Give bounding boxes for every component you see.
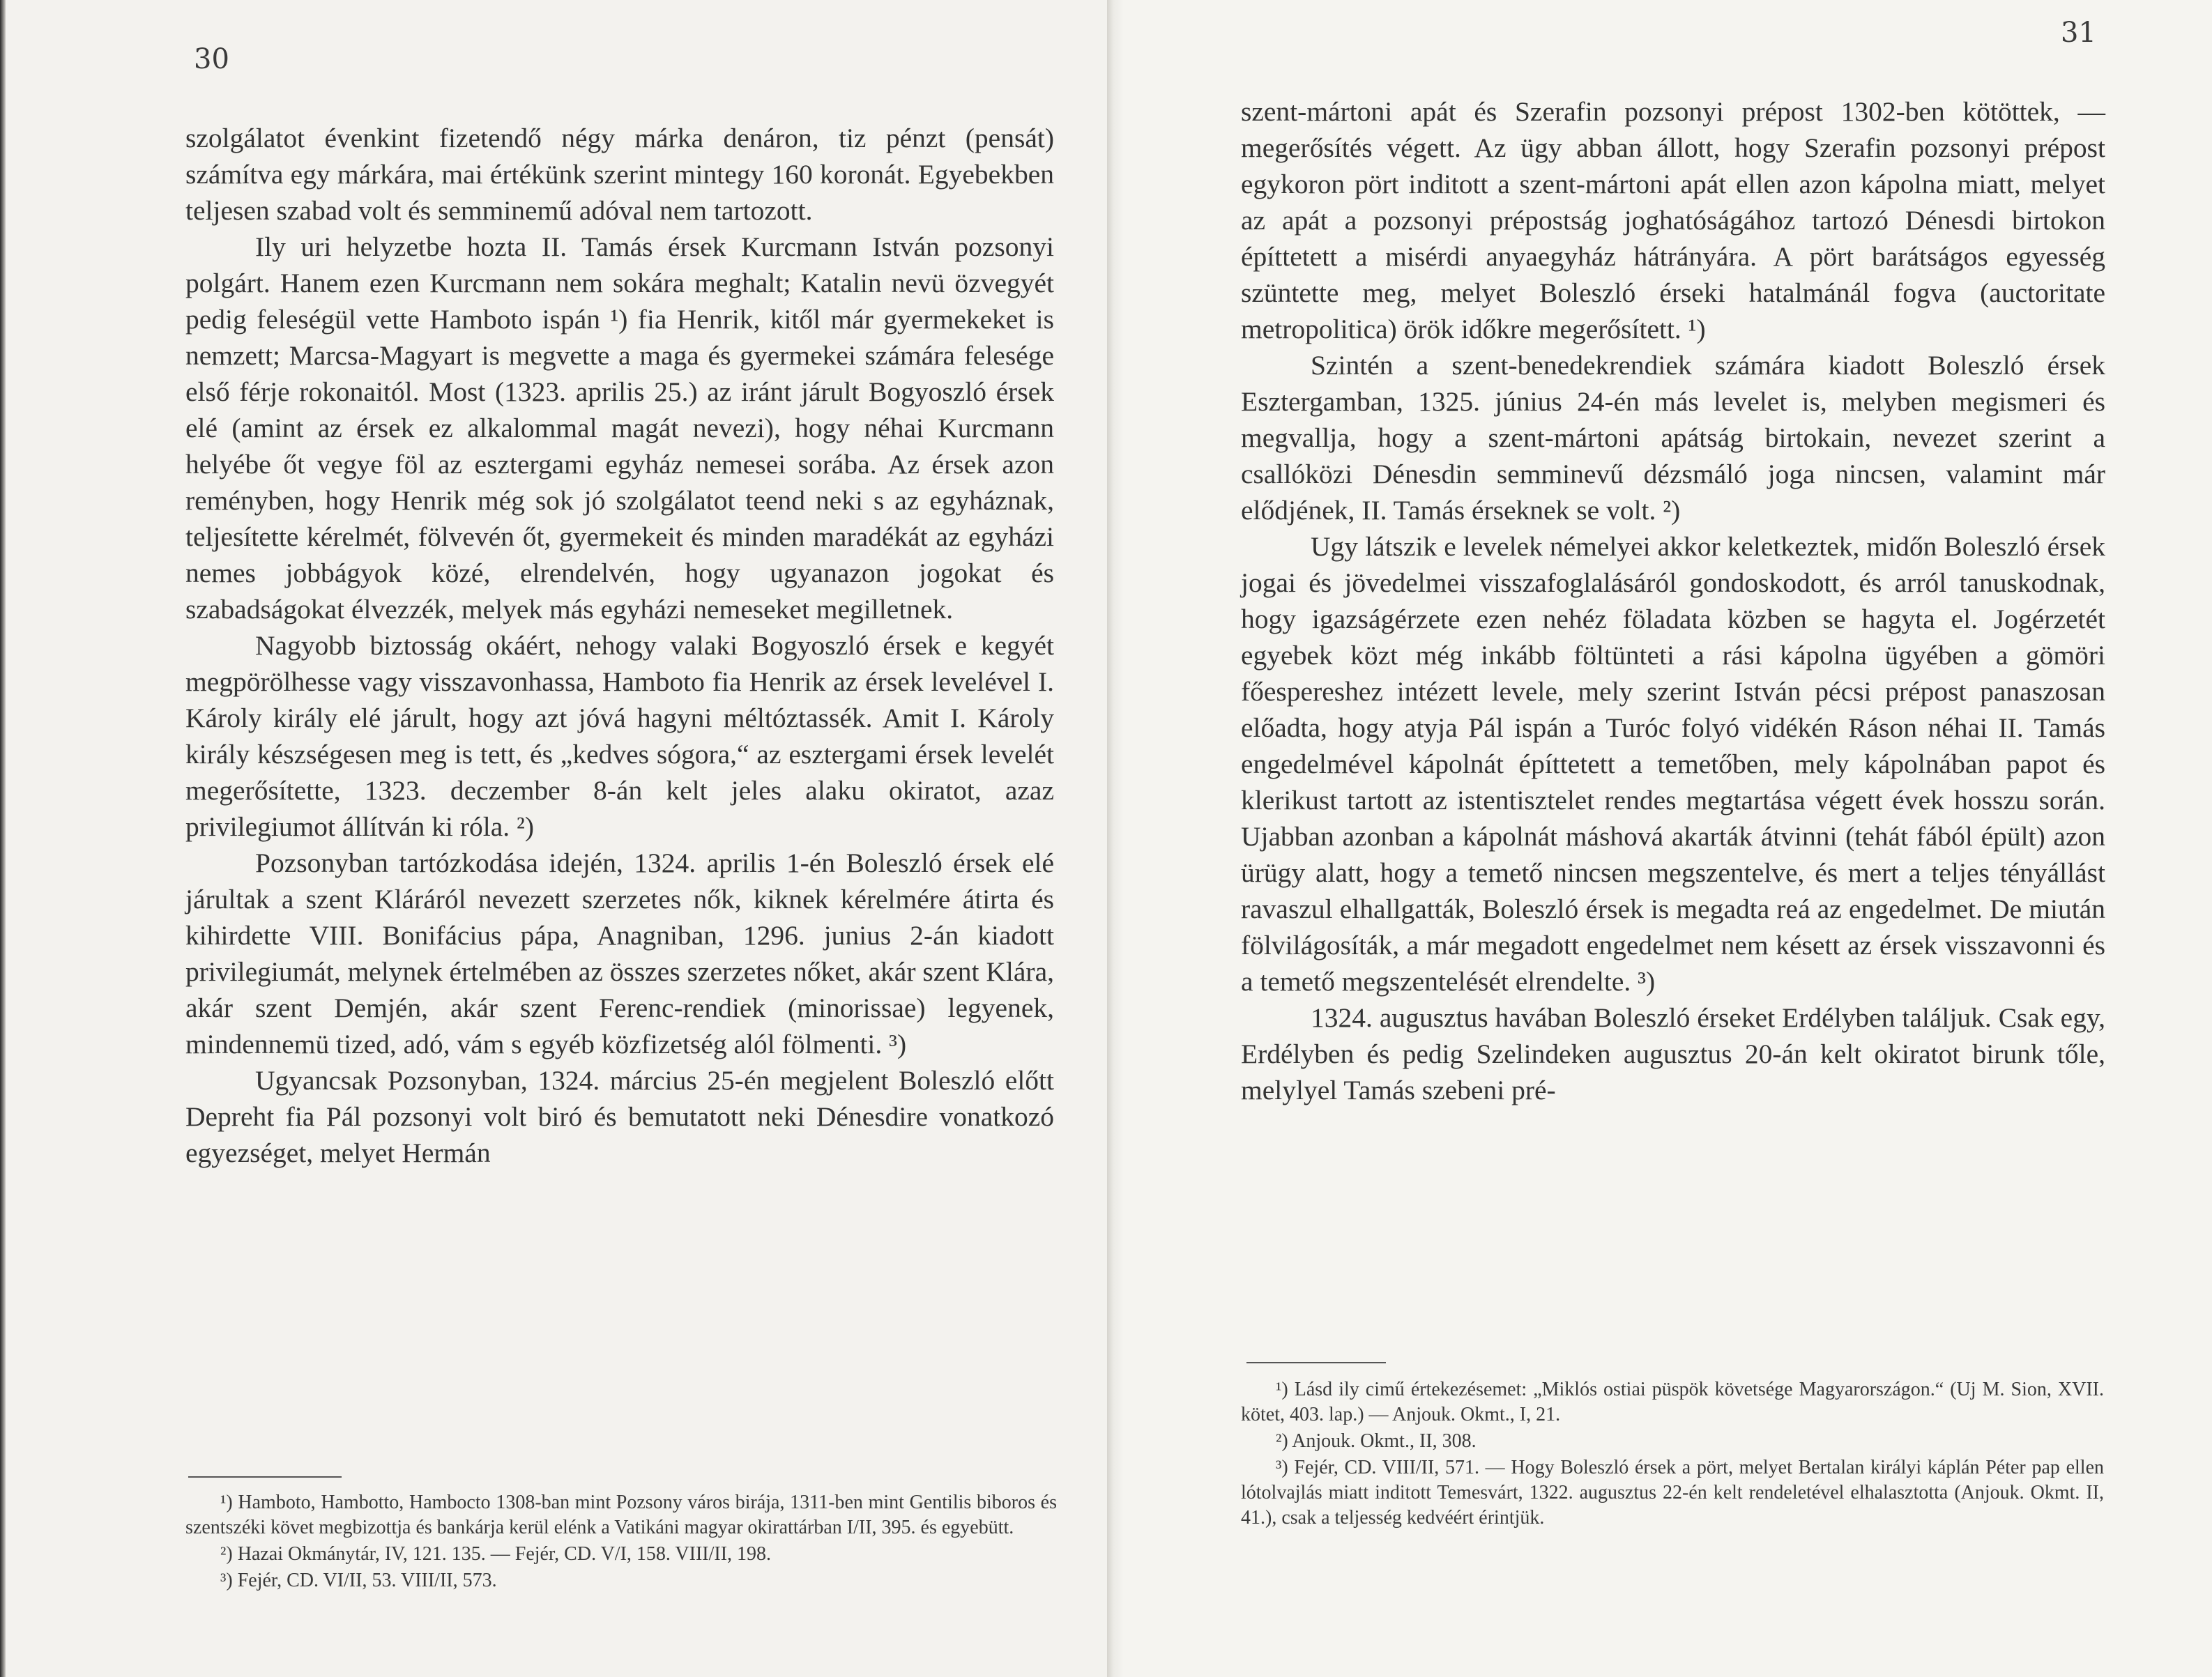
book-gutter <box>1107 0 1124 1677</box>
paragraph: Ugyancsak Pozsonyban, 1324. március 25-én megjelent Boleszló előtt Depreht fia Pál pozsonyi volt biró és bemutatott neki Dénesdire vonatkozó egyezséget, melyet Hermán <box>185 1065 1054 1168</box>
footnote: ¹) Lásd ily cimű értekezésemet: „Miklós ostiai püspök követsége Magyarországon.“ (Uj M. Sion, XVII. kötet, 403. lap.) — Anjouk. Okmt., I, 21. <box>1241 1379 2104 1425</box>
footnote: ²) Hazai Okmánytár, IV, 121. 135. — Fejér, CD. V/I, 158. VIII/II, 198. <box>220 1543 772 1565</box>
right-body-text <box>1241 93 2105 1108</box>
paragraph: 1324. augusztus havában Boleszló érseket Erdélyben találjuk. Csak egy, Erdélyben és pedig Szelindeken augusztus 20-án kelt okiratot birunk tőle, melylyel Tamás szebeni pré- <box>1241 1002 2105 1105</box>
paragraph: szent-mártoni apát és Szerafin pozsonyi prépost 1302-ben kötöttek, — megerősítés végett. Az ügy abban állott, hogy Szerafin pozsonyi prépost egykoron pört inditott a szent-mártoni apát ellen azon kápolna miatt, melyet az apát a pozsonyi prépostság joghatóságához tartozó Dénesdi birtokon építtetett a misérdi anyaegyház hátrányára. A pört barátságos egyesség szüntette meg, melyet Boleszló érseki hatalmánál fogva (auctoritate metropolitica) örök időkre megerősített. ¹) <box>1241 96 2105 344</box>
paragraph: Pozsonyban tartózkodása idején, 1324. aprilis 1-én Boleszló érsek elé járultak a szent Kláráról nevezett szerzetes nők, kiknek kérelmére átirta és kihirdette VIII. Bonifácius pápa, Anagniban, 1296. junius 2-án kiadott privilegiumát, melynek értelmében az összes szerzetes nőket, akár szent Klára, akár szent Demjén, akár szent Ferenc-rendiek (minorissae) legyenek, mindennemü tized, adó, vám s egyéb közfizetség alól fölmenti. ³) <box>185 848 1054 1059</box>
right-footnotes <box>1241 1377 2104 1532</box>
left-footnotes <box>185 1490 1057 1595</box>
page-number-left: 30 <box>194 43 229 75</box>
footnote-divider <box>188 1476 342 1478</box>
right-page <box>1115 0 2212 1677</box>
paragraph: szolgálatot évenkint fizetendő négy márka denáron, tiz pénzt (pensát) számítva egy márkára, mai értékünk szerint mintegy 160 koronát. Egyebekben teljesen szabad volt és semminemű adóval nem tartozott. <box>185 123 1054 226</box>
footnote: ²) Anjouk. Okmt., II, 308. <box>1276 1430 1477 1452</box>
paragraph: Szintén a szent-benedekrendiek számára kiadott Boleszló érsek Esztergamban, 1325. június 24-én más levelet is, melyben megismeri és megvallja, hogy a szent-mártoni apátság birtokain, nevezet szerint a csallóközi Dénesdin semminevű dézsmáló joga nincsen, valamint már elődjének, II. Tamás érseknek se volt. ²) <box>1241 350 2105 526</box>
footnote: ³) Fejér, CD. VI/II, 53. VIII/II, 573. <box>220 1570 497 1591</box>
paragraph: Nagyobb biztosság okáért, nehogy valaki Bogyoszló érsek e kegyét megpörölhesse vagy visszavonhassa, Hamboto fia Henrik az érsek levelével I. Károly király elé járult, hogy azt jóvá hagyni méltóztassék. Amit I. Károly király készségesen meg is tett, és „kedves sógora,“ az esztergami érsek levelét megerősítette, 1323. deczember 8-án kelt jeles alaku okiratot, azaz privilegiumot állítván ki róla. ²) <box>185 630 1054 842</box>
paragraph: Ugy látszik e levelek némelyei akkor keletkeztek, midőn Boleszló érsek jogai és jövedelmei visszafoglalásáról gondoskodott, és arról tanuskodnak, hogy igazságérzete ezen nehéz föladata közben se hagyta el. Jogérzetét egyebek közt még inkább föltünteti a rási kápolna ügyében a gömöri főespereshez intézett levele, mely szerint István pécsi prépost panaszosan előadta, hogy atyja Pál ispán a Turóc folyó vidékén Ráson néhai II. Tamás engedelmével kápolnát építtetett a temetőben, mely kápolnában papot és klerikust tartott az istentisztelet rendes megtartása végett évek hosszu során. Ujabban azonban a kápolnát máshová akarták átvinni (tehát fából épült) azon ürügy alatt, hogy a temető nincsen megszentelve, és mert a teljes tényállást ravaszul elhallgatták, Boleszló érsek is megadta reá az engedelmet. De miután fölvilágosíták, a már megadott engedelmet nem késett az érsek visszavonni és a temető megszentelését elrendelte. ³) <box>1241 531 2105 997</box>
footnote: ¹) Hamboto, Hambotto, Hambocto 1308-ban mint Pozsony város birája, 1311-ben mint Gentilis biboros és szentszéki követ megbizottja és bankárja kerül elénk a Vatikáni magyar okirattárban I/II, 395. és egyebütt. <box>185 1492 1057 1538</box>
page-number-right: 31 <box>2061 17 2096 49</box>
footnote: ³) Fejér, CD. VIII/II, 571. — Hogy Boleszló érsek a pört, melyet Bertalan királyi káplán Péter pap ellen lótolvajlás miatt inditott Temesvárt, 1322. augusztus 22-én kelt rendeletével elhalasztotta (Anjouk. Okmt. II, 41.), csak a teljesség kedvéért érintjük. <box>1241 1457 2104 1529</box>
paragraph: Ily uri helyzetbe hozta II. Tamás érsek Kurcmann István pozsonyi polgárt. Hanem ezen Kurcmann nem sokára meghalt; Katalin nevü özvegyét pedig feleségül vette Hamboto ispán ¹) fia Henrik, kitől már gyermekeket is nemzett; Marcsa-Magyart is megvette a maga és gyermekei számára felesége első férje rokonaitól. Most (1323. aprilis 25.) az iránt járult Bogyoszló érsek elé (amint az érsek ez alkalommal magát nevezi), hogy néhai Kurcmann helyébe őt vegye föl az esztergami egyház nemesei sorába. Az érsek azon reményben, hogy Henrik még sok jó szolgálatot teend neki s az egyháznak, teljesítette kérelmét, fölvevén őt, gyermekeit és minden maradékát az egyházi nemes jobbágyok közé, elrendelvén, hogy ugyanazon jogokat és szabadságokat élvezzék, melyek más egyházi nemeseket megilletnek. <box>185 231 1054 625</box>
footnote-divider <box>1246 1362 1386 1363</box>
left-body-text <box>185 120 1054 1171</box>
page-edge-shadow <box>0 0 6 1677</box>
